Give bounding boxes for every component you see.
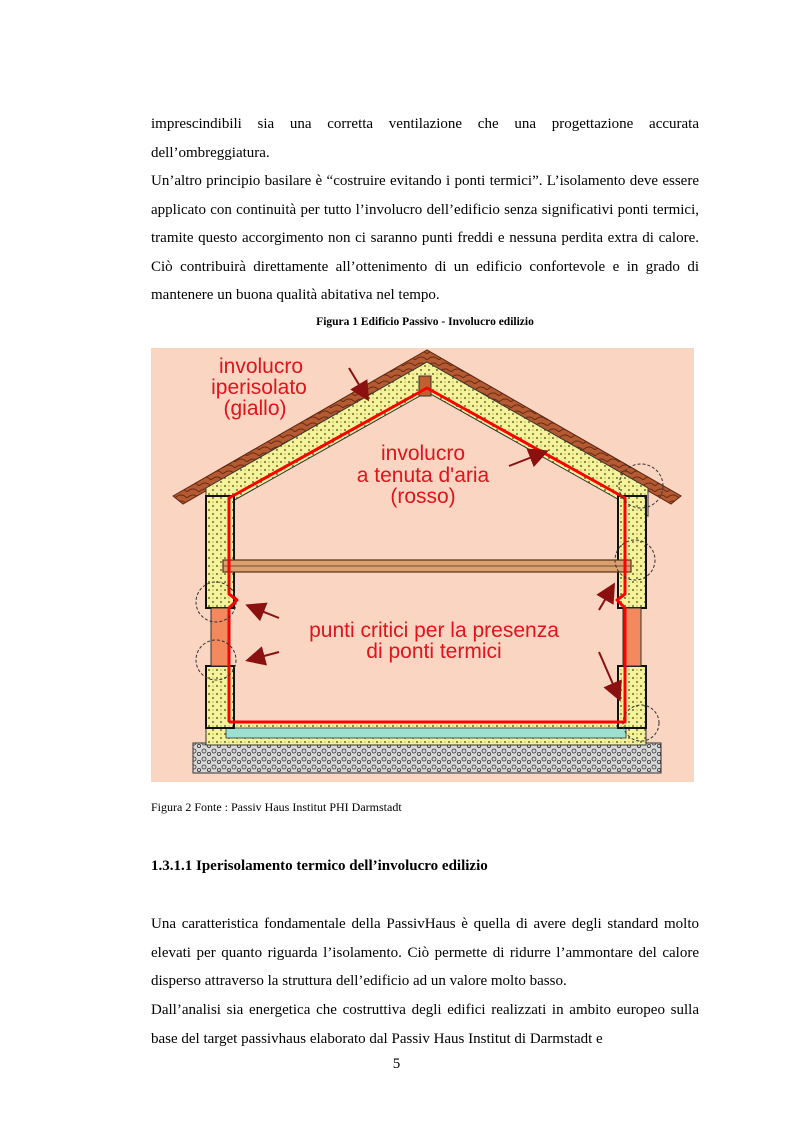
label-critical-line1: punti critici per la presenza — [309, 619, 559, 642]
paragraph-intro: imprescindibili sia una corretta ventilazione che una progettazione accurata dell’ombreggiatura. — [151, 116, 699, 161]
figure-1-caption: Figura 1 Edificio Passivo - Involucro edilizio — [316, 316, 534, 328]
paragraph-insulation: Una caratteristica fondamentale della PassivHaus è quella di avere degli standard molto elevati per quanto riguarda l’isolamento. Ciò permette di ridurre l’ammontare del calore disperso attraverso la struttura dell’edificio ad un valore molto basso. — [151, 916, 699, 989]
label-airtight-line2: a tenuta d'aria — [356, 464, 490, 487]
paragraph-thermal-bridges: Un’altro principio basilare è “costruire evitando i ponti termici”. L’isolamento deve essere applicato con continuità per tutto l’involucro dell’edificio senza significativi ponti termici, tramite questo accorgimento non ci saranno punti freddi e nessuna perdita extra di calore. Ciò contribuirà direttamente all’ottenimento di un edificio confortevole e in grado di mantenere un buona qualità abitativa nel tempo. — [151, 173, 699, 303]
passive-house-envelope-figure — [151, 348, 694, 782]
paragraph-analysis: Dall’analisi sia energetica che costruttiva degli edifici realizzati in ambito europeo sulla base del target passivhaus elaborato dal Passiv Haus Institut di Darmstadt e — [151, 1002, 699, 1047]
left-window — [211, 608, 229, 666]
right-wall-lower — [618, 666, 646, 728]
section-heading: 1.3.1.1 Iperisolamento termico dell’involucro edilizio — [151, 858, 488, 874]
label-insulated-line1: involucro — [218, 355, 304, 378]
gravel-foundation — [193, 743, 661, 773]
label-critical-line2: di ponti termici — [366, 640, 502, 663]
floor-insulation — [226, 728, 626, 738]
label-airtight-line3: (rosso) — [390, 485, 456, 508]
figure-2-caption: Figura 2 Fonte : Passiv Haus Institut PHI Darmstadt — [151, 800, 402, 814]
label-insulated-line3: (giallo) — [223, 397, 287, 420]
label-airtight-line1: involucro — [380, 442, 466, 465]
right-wall-upper — [618, 496, 646, 608]
label-insulated-line2: iperisolato — [211, 376, 307, 399]
page-number: 5 — [392, 1056, 401, 1072]
